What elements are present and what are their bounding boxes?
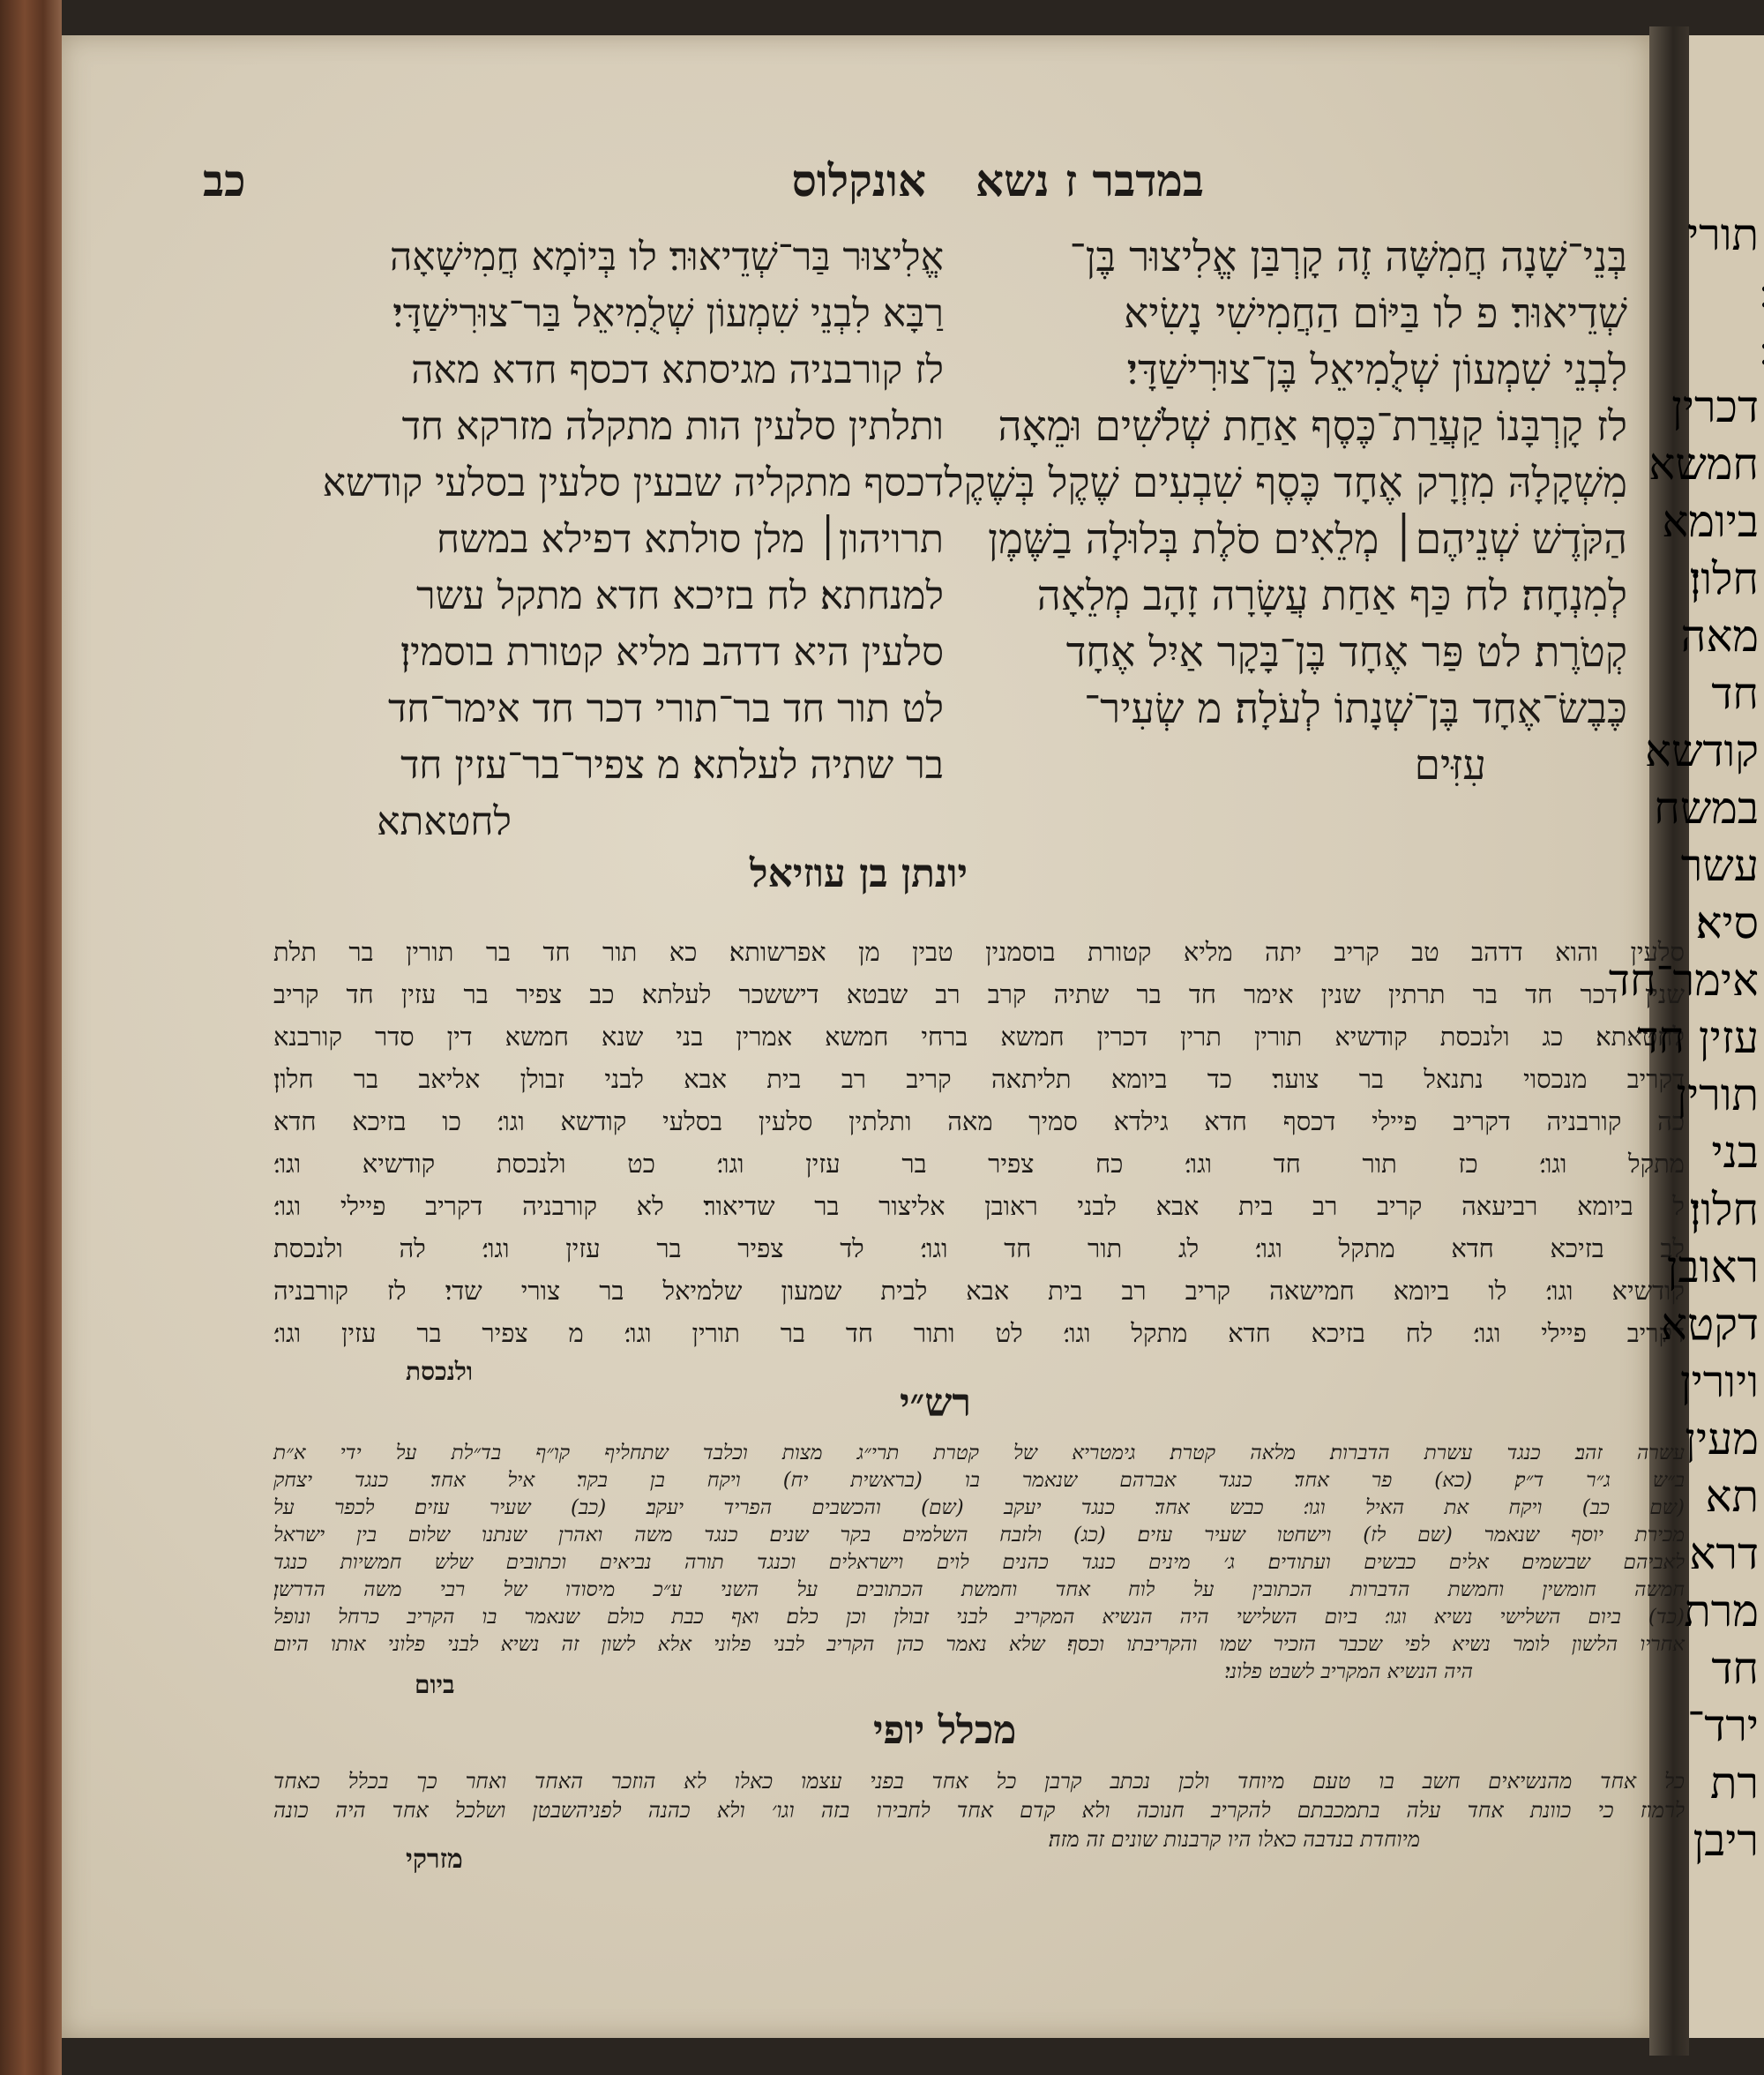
next-page-line: עזין חד bbox=[1637, 1012, 1759, 1063]
next-page-line: ביומא bbox=[1662, 496, 1759, 547]
next-page-line: קודשא bbox=[1644, 725, 1759, 776]
rashi-line: (כד) ביום השלישי נשיא וגו׳׃ ביום השלישי היה הנשיא המקריב לבני זבולן וכן כלם׃ ואף כבת כולם שנאמר בו הקריב כרחל ונופל bbox=[273, 1606, 1685, 1629]
next-page-line: סיא׃ bbox=[1695, 897, 1759, 948]
header-parsha: במדבר ז נשא bbox=[975, 154, 1204, 206]
hebrew-line: מִשְׁקָלָהּ מִזְרָק אֶחָד כֶּסֶף שִׁבְעִים שֶׁקֶל בְּשֶׁקֶל bbox=[944, 459, 1627, 507]
yonatan-line: דקריב מנכסוי נתנאל בר צוער׃ כד ביומא תליתאה קריב רב בית אבא לבני זבולן אליאב בר חלון׃ bbox=[273, 1064, 1685, 1094]
next-page-line: מעין bbox=[1685, 1413, 1759, 1464]
hebrew-line: לְמִנְחָה׃ לח כַּף אַחַת עֲשָׂרָה זָהָב מְלֵאָה bbox=[1036, 572, 1627, 620]
onkelos-line: לז קורבניה מגיסתא דכסף חדא מאה bbox=[411, 348, 944, 393]
yonatan-catchword: ולנכסת bbox=[406, 1357, 474, 1386]
next-page-line: דרא bbox=[1689, 1528, 1759, 1579]
hebrew-line: שְׁדֵיאוּר׃ פ לו בַּיּוֹם הַחֲמִישִׁי נָשִׂיא bbox=[1124, 289, 1627, 338]
next-page-line: ירד־ bbox=[1687, 1700, 1759, 1751]
onkelos-line: דכסף מתקליה שבעין סלעין בסלעי קודשא bbox=[322, 461, 944, 506]
rashi-line: חמשה חומשין וחמשת הדברות הכתובין על לוח אחד וחמשת הכתובים על השני ע״כ מיסודו של רבי משה הדרשן׃ bbox=[273, 1578, 1685, 1601]
next-page-line: מרת bbox=[1684, 1585, 1759, 1637]
next-page-line: חלון׃ bbox=[1689, 553, 1759, 604]
next-page-line: חד bbox=[1711, 668, 1759, 719]
rashi-commentary bbox=[273, 1440, 1685, 1686]
next-page-line: ויורין bbox=[1679, 1356, 1759, 1407]
hebrew-line: בְּנֵי־שָׁנָה חֲמִשָּׁה זֶה קָרְבַּן אֱלִיצוּר בֶּן־ bbox=[1069, 233, 1627, 281]
next-page-fragment bbox=[1608, 35, 1764, 2038]
rashi-title: רש״י bbox=[900, 1381, 972, 1426]
hebrew-line: קְטֹרֶת׃ לט פַּר אֶחָד בֶּן־בָּקָר אַיִל אֶחָד bbox=[1065, 628, 1627, 677]
hebrew-line: הַקֹּדֶשׁ שְׁנֵיהֶם׀ מְלֵאִים סֹלֶת בְּלוּלָה בַשֶּׁמֶן bbox=[987, 515, 1627, 564]
onkelos-text-column bbox=[265, 229, 944, 850]
onkelos-line: לט תור חד בר־תורי דכר חד אימר־חד bbox=[387, 686, 944, 731]
next-page-line: דכרין bbox=[1671, 381, 1759, 432]
next-page-line: חלון׃ bbox=[1689, 1184, 1759, 1235]
next-page-line: חד bbox=[1711, 1643, 1759, 1694]
next-page-line: ריבן bbox=[1693, 1815, 1759, 1866]
next-page-line: אימר־חד bbox=[1608, 955, 1759, 1006]
michlal-yofi-commentary bbox=[273, 1767, 1685, 1854]
next-page-line: תורי bbox=[1687, 209, 1759, 260]
yonatan-line: לחטאתא׃ כג ולנכסת קודשיא תורין תרין דכרין חמשא ברחי חמשא אמרין בני שנא חמשא דין סדר קורבנא bbox=[273, 1022, 1685, 1052]
yonatan-line: לב בזיכא חדא מתקל וגו׳׃ לג תור חד וגו׳׃ לד צפיר בר עזין וגו׳׃ לה ולנכסת bbox=[273, 1233, 1685, 1263]
header-onkelos: אונקלוס bbox=[791, 154, 926, 206]
onkelos-line: אֱלִיצוּר בַּר־שְׁדֵיאוּר׃ לו בְּיוֹמָא חֲמִישָׁאָה bbox=[389, 235, 944, 280]
onkelos-line: לחטאתא bbox=[377, 799, 512, 844]
next-page-line: במשח bbox=[1654, 783, 1759, 834]
onkelos-line: תרויהון׀ מלן סולתא דפילא במשח bbox=[437, 517, 944, 562]
michlal-line: מיוחדת בנדבה כאלו היו קרבנות שונים זה מזה׃ bbox=[1048, 1827, 1420, 1852]
rashi-line: מכירת יוסף שנאמר (שם לז) וישחטו שעיר עזים׃ (כג) ולזבח השלמים בקר שנים׃ כנגד משה ואהרן שנתנו שלום בין ישראל bbox=[273, 1524, 1685, 1547]
onkelos-line: למנחתא׃ לח בזיכא חדא מתקל עשר bbox=[415, 573, 944, 618]
yonatan-line: כה קורבניה דקריב פיילי דכסף חדא גילדא סמיך מאה ותלתין סלעין בסלעי קודשא וגו׳׃ כו בזיכא חדא bbox=[273, 1106, 1685, 1136]
book-binding bbox=[0, 0, 62, 2075]
rashi-line: לאביהם שבשמים׃ אלים כבשים ועתודים׃ ג׳ מינים כנגד כהנים לוים וישראלים וכנגד תורה נביאים וכתובים שלש חמשיות כנגד bbox=[273, 1551, 1685, 1574]
yonatan-line: דקריב פיילי וגו׳׃ לח בזיכא חדא מתקל וגו׳׃ לט ותור חד בר תורין וגו׳׃ מ צפיר בר עזין וגו׳׃ bbox=[273, 1318, 1685, 1348]
yonatan-line: קודשיא וגו׳׃ לו ביומא חמישאה קריב רב בית אבא לבית שמעון שלמיאל בר צורי שדי׃ לז קורבניה bbox=[273, 1276, 1685, 1306]
rashi-line: היה הנשיא המקריב לשבט פלוני׃ bbox=[1224, 1660, 1473, 1683]
rashi-line: אחריו הלשון לומר נשיא לפי שכבר הזכיר שמו והקריבתו וכסף׃ שלא נאמר כהן הקריב לבני פלוני אלא לשון זה נשיא לבני פלוני אותו היום bbox=[273, 1633, 1685, 1656]
hebrew-text-column bbox=[944, 229, 1627, 794]
rashi-catchword: ביום bbox=[415, 1670, 455, 1699]
next-page-line: תורין bbox=[1676, 1069, 1759, 1120]
onkelos-line: רַבָּא לִבְנֵי שִׁמְעוֹן שְׁלֻמִיאֵל בַּר־צוּרִישַׁדָּי׃ bbox=[392, 291, 944, 336]
rashi-line: ב״ש ג״ר ד״ק׃ (כא) פר אחד׃ כנגד אברהם שנאמר בו (בראשית יח) ויקח בן בקר׃ איל אחד׃ כנגד יצחק bbox=[273, 1469, 1685, 1492]
yonatan-commentary bbox=[273, 931, 1685, 1354]
next-page-line: תא bbox=[1705, 1471, 1759, 1522]
michlal-line: לרמוז כי כוונת אחד עלה בתמכבתם להקריב חנוכה ולא קדם אחד לחבירו בזה וגו׳ ולא כהנה לפניהשבטן ושלכל אחד היה כונה bbox=[273, 1798, 1685, 1823]
yonatan-line: ל ביומא רביעאה קריב רב בית אבא לבני ראובן אליצור בר שדיאור׃ לא קורבניה דקריב פיילי וגו׳׃ bbox=[273, 1191, 1685, 1221]
rashi-line: עשרה זהב׃ כנגד עשרת הדברות׃ מלאה קטרת׃ גימטריא של קטרת תרי״ג מצות וכלבד שתחליף קו״ף בד״לת על ידי א״ת bbox=[273, 1442, 1685, 1464]
next-page-line: רת bbox=[1709, 1757, 1759, 1809]
hebrew-line: עִזִּים bbox=[1414, 741, 1486, 790]
onkelos-line: בר שתיה לעלתא׃ מ צפיר־בר־עזין חד bbox=[400, 743, 944, 788]
page-number: כב bbox=[203, 154, 246, 206]
next-page-line: דקטא bbox=[1660, 1299, 1759, 1350]
michlal-line: כל אחד מהנשיאים חשב בו טעם מיוחד ולכן נכתב קרבן כל אחד בפני עצמו כאלו לא הוזכר האחד ואחר כך בכלל כאחד bbox=[273, 1769, 1685, 1794]
next-page-line: ראובן bbox=[1666, 1241, 1759, 1292]
hebrew-line: לז קָרְבָּנוֹ קַעֲרַת־כֶּסֶף אַחַת שְׁלֹשִׁים וּמֵאָה bbox=[998, 402, 1627, 451]
onkelos-line: סלעין היא דדהב מליא קטורת בוסמין׃ bbox=[400, 630, 944, 675]
rashi-line: (שם כב) ויקח את האיל וגו׳׃ כבש אחד׃ כנגד יעקב (שם) והכשבים הפריד יעקב׃ (כב) שעיר עזים׃ לכפר על bbox=[273, 1496, 1685, 1519]
yonatan-line: סלעין והוא דדהב טב קריב יתה מליא קטורת בוסמנין טבין מן אפרשותא׃ כא תור חד בר תורין בר תלת bbox=[273, 937, 1685, 967]
book-page bbox=[62, 35, 1685, 2038]
yonatan-line: שנין דכר חד בר תרתין שנין אימר חד בר שתיה קרב רב שבטא דיששכר לעלתא׃ כב צפיר בר עזין חד קריב bbox=[273, 979, 1685, 1009]
michlal-title: מכלל יופי bbox=[873, 1708, 1017, 1753]
hebrew-line: כֶּבֶשׂ־אֶחָד בֶּן־שְׁנָתוֹ לְעֹלָה׃ מ שְׂעִיר־ bbox=[1084, 685, 1627, 733]
next-page-line: מאה bbox=[1680, 611, 1759, 662]
hebrew-line: לִבְנֵי שִׁמְעוֹן שְׁלֻמִיאֵל בֶּן־צוּרִישַׁדָּי׃ bbox=[1126, 346, 1627, 394]
next-page-line: בני bbox=[1711, 1127, 1759, 1178]
yonatan-line: מתקל וגו׳׃ כז תור חד וגו׳׃ כח צפיר בר עזין וגו׳׃ כט ולנכסת קודשיא וגו׳׃ bbox=[273, 1149, 1685, 1179]
onkelos-line: ותלתין סלעין הות מתקלה מזרקא חד bbox=[401, 404, 944, 449]
yonatan-title: יונתן בן עוזיאל bbox=[750, 851, 968, 896]
page-catchword: מזרקי bbox=[406, 1844, 463, 1875]
next-page-line: חמשא bbox=[1648, 438, 1759, 490]
next-page-line: עשר bbox=[1680, 840, 1759, 891]
